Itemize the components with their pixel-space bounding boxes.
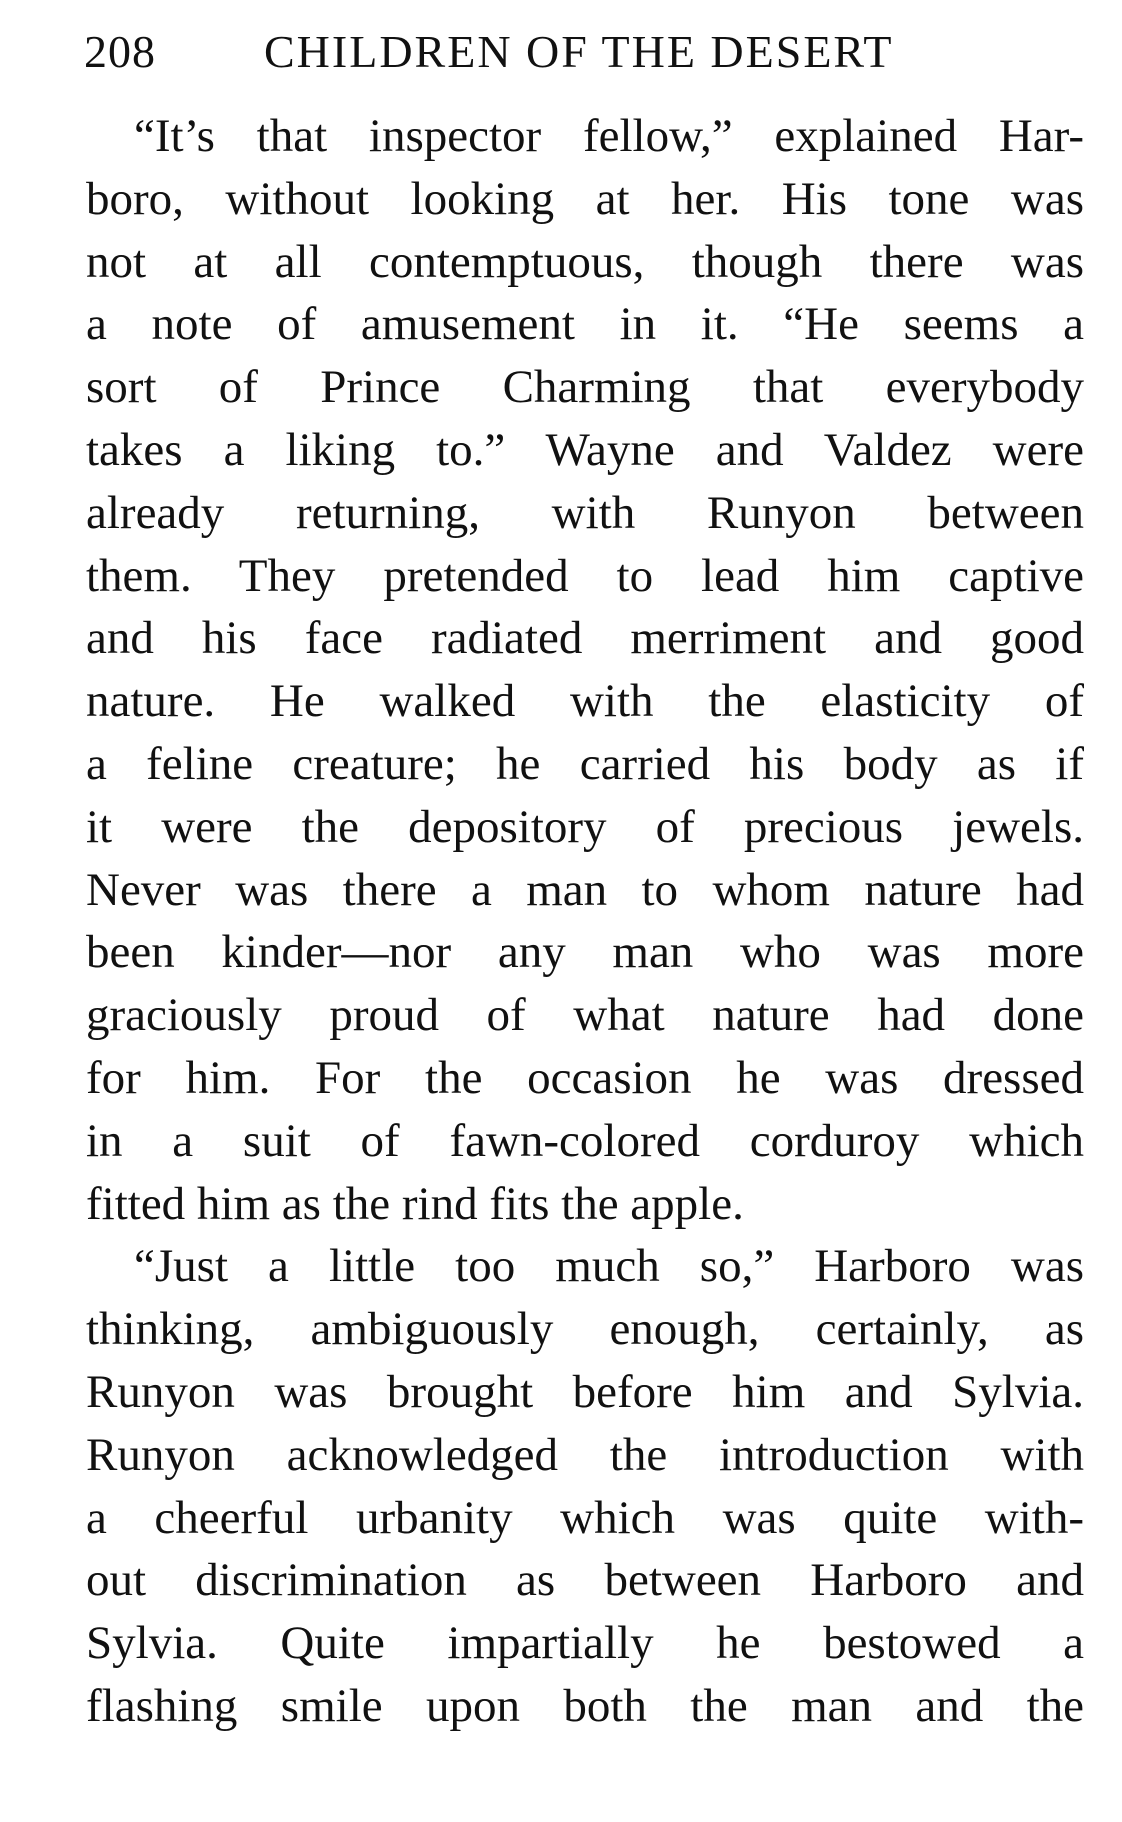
text-line: “It’s that inspector fellow,” explained Har-	[134, 110, 1084, 162]
running-head	[84, 22, 1084, 82]
text-line: out discrimination as between Harboro and	[86, 1554, 1084, 1607]
page-number: 208	[84, 26, 156, 77]
text-line: nature. He walked with the elasticity of	[86, 675, 1084, 728]
text-line: Never was there a man to whom nature had	[86, 863, 1084, 916]
body-text	[86, 105, 1084, 1738]
running-title: CHILDREN OF THE DESERT	[264, 26, 894, 77]
text-line: in a suit of fawn-colored corduroy which	[86, 1114, 1084, 1167]
text-line: for him. For the occasion he was dressed	[86, 1051, 1084, 1104]
text-line: been kinder—nor any man who was more	[86, 926, 1084, 979]
text-line: flashing smile upon both the man and the	[86, 1679, 1084, 1732]
text-line: “Just a little too much so,” Harboro was	[134, 1240, 1084, 1293]
text-line: them. They pretended to lead him captive	[86, 549, 1084, 602]
text-line: and his face radiated merriment and good	[86, 612, 1084, 665]
text-line: not at all contemptuous, though there was	[86, 235, 1084, 288]
text-line: it were the depository of precious jewels.	[86, 800, 1084, 853]
text-line: boro, without looking at her. His tone was	[86, 172, 1084, 225]
text-line: takes a liking to.” Wayne and Valdez were	[86, 423, 1084, 476]
text-line: a feline creature; he carried his body as if	[86, 737, 1084, 790]
text-line: Sylvia. Quite impartially he bestowed a	[86, 1617, 1084, 1670]
text-line: graciously proud of what nature had done	[86, 989, 1084, 1042]
text-line: Runyon was brought before him and Sylvia.	[86, 1365, 1084, 1418]
text-line: thinking, ambiguously enough, certainly, as	[86, 1303, 1084, 1356]
text-line: already returning, with Runyon between	[86, 486, 1084, 539]
text-line: fitted him as the rind fits the apple.	[86, 1177, 744, 1230]
text-line: sort of Prince Charming that everybody	[86, 361, 1084, 414]
text-line: Runyon acknowledged the introduction with	[86, 1428, 1084, 1481]
text-line: a cheerful urbanity which was quite with-	[86, 1491, 1084, 1544]
text-line: a note of amusement in it. “He seems a	[86, 298, 1084, 351]
